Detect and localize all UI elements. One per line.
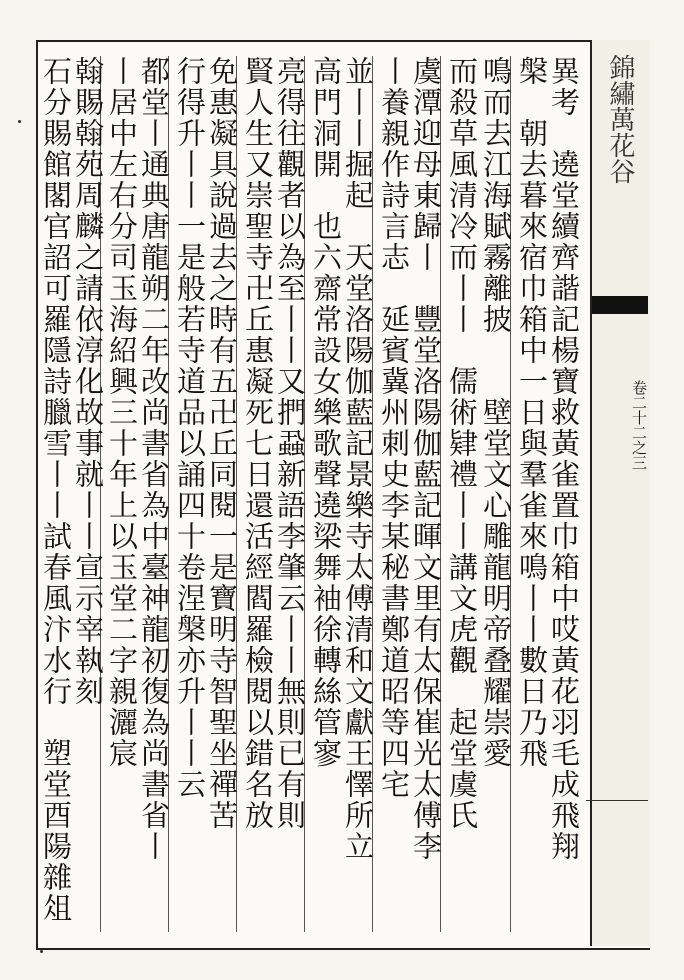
text-column: 翰賜翰苑周麟之請依淳化故事就丨丨宣示宰執刻 [71, 56, 105, 707]
volume-label: 卷二十二之三 [630, 380, 648, 470]
text-column: 丨居中左右分司玉海紹興三十年上以玉堂二字親灑宸 [105, 56, 139, 769]
text-column: 而殺草風清冷而丨丨 儒術肄禮丨丨講文虎觀 起堂虞氏 [445, 56, 479, 831]
text-column: 賢人生又崇聖寺卍丘惠凝死七日還活經閻羅檢閱以錯名放 [241, 56, 275, 831]
text-column: 虞潭迎母東歸丨 豐堂洛陽伽藍記暉文里有太保崔光太傅李 [409, 56, 443, 862]
text-column: 石分賜館閣官詔可羅隱詩臘雪丨丨試春風汴水行 塑堂酉陽雜俎 [39, 56, 73, 924]
margin-speck [18, 120, 21, 123]
text-column: 亮得往觀者以為至丨丨又捫蝨新語李肇云丨丨無則已有則 [273, 56, 307, 831]
margin-rule [586, 800, 648, 801]
text-column: 並丨丨掘起 天堂洛陽伽藍記景樂寺太傅清和文獻王懌所立 [341, 56, 375, 862]
text-column: 丨養親作詩言志 延賓冀州刺史李某秘書鄭道昭等四宅 [377, 56, 411, 800]
text-block [40, 56, 580, 932]
text-column: 異考 遶堂續齊諧記楊寶救黃雀置巾箱中哎黃花羽毛成飛翔 [547, 56, 581, 862]
text-column: 免惠凝具說過去之時有五卍丘同閱一是寶明寺智聖坐禪苦 [205, 56, 239, 831]
title-fishtail-mark [592, 296, 648, 314]
text-column: 都堂丨通典唐龍朔二年改尚書省為中臺神龍初復為尚書省丨 [137, 56, 171, 862]
text-column: 高門洞開 也六齋常設女樂歌聲遶梁舞袖徐轉絲管寥 [309, 56, 343, 769]
book-title: 錦繡萬花谷 [605, 54, 635, 184]
text-column: 槃 朝去暮來宿巾箱中一日與羣雀來鳴丨丨數日乃飛 [515, 56, 549, 769]
margin-speck [40, 950, 43, 953]
text-column: 鳴而去江海賦霧離披 壁堂文心雕龍明帝叠耀崇愛 [479, 56, 513, 769]
text-column: 行得升丨丨一是般若寺道品以誦四十卷涅槃亦升丨丨云 [173, 56, 207, 800]
